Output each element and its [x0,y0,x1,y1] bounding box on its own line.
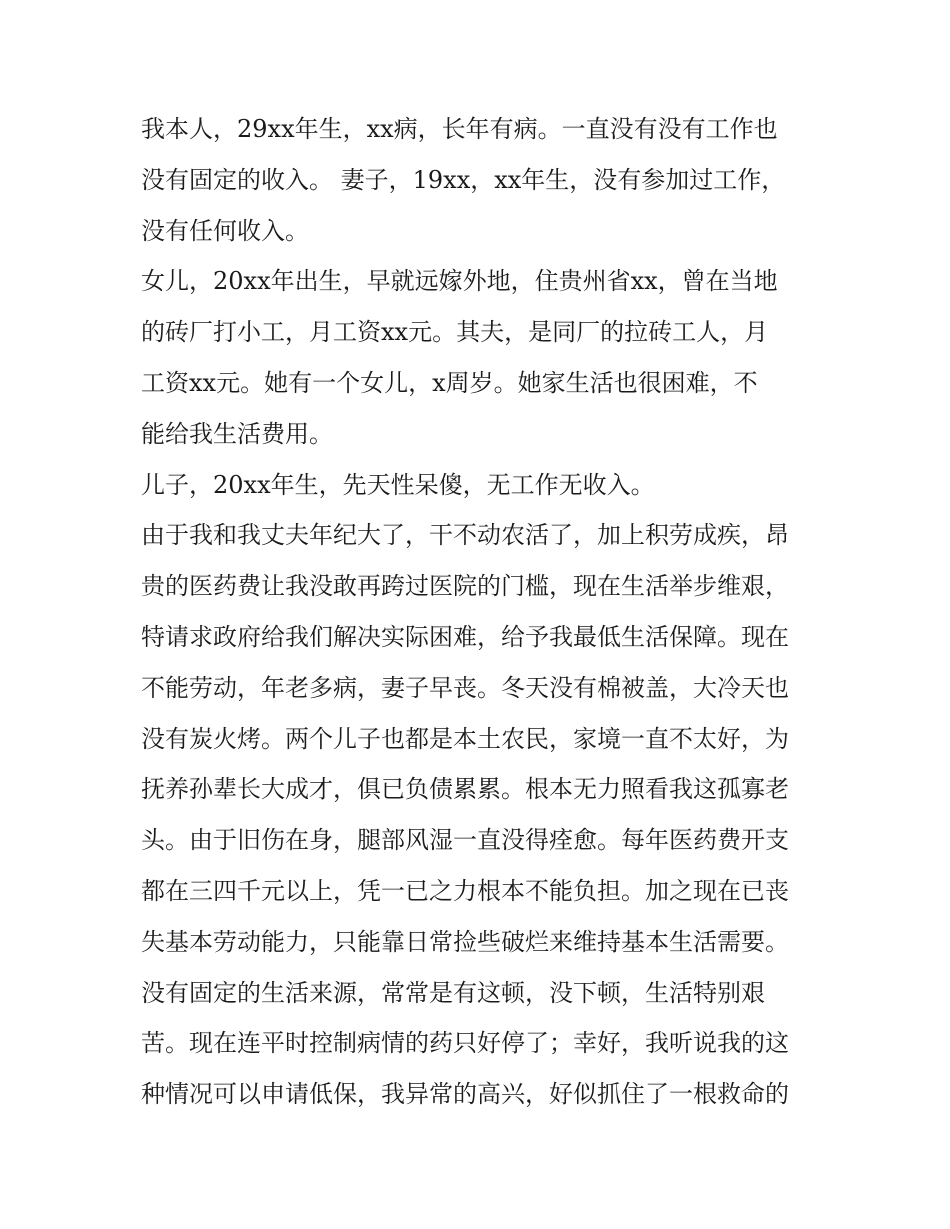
text-line: 没有任何收入。 [141,216,309,245]
text-line: 儿子，20xx年生，先天性呆傻，无工作无收入。 [141,470,655,499]
text-line: 能给我生活费用。 [141,419,333,448]
text-line: 没有固定的收入。 妻子，19xx，xx年生，没有参加过工作， [141,165,786,194]
text-line: 头。由于旧伤在身，腿部风湿一直没得痊愈。每年医药费开支 [141,826,789,855]
text-line: 不能劳动，年老多病，妻子早丧。冬天没有棉被盖，大冷天也 [141,673,789,702]
text-line: 贵的医药费让我没敢再跨过医院的门槛，现在生活举步维艰， [141,572,789,601]
text-line: 工资xx元。她有一个女儿，x周岁。她家生活也很困难，不 [141,368,758,397]
text-line: 特请求政府给我们解决实际困难，给予我最低生活保障。现在 [141,622,789,651]
text-line: 抚养孙辈长大成才，俱已负债累累。根本无力照看我这孤寡老 [141,775,789,804]
text-line: 苦。现在连平时控制病情的药只好停了；幸好，我听说我的这 [141,1029,789,1058]
text-line: 失基本劳动能力，只能靠日常捡些破烂来维持基本生活需要。 [141,927,789,956]
text-line: 由于我和我丈夫年纪大了，干不动农活了，加上积劳成疾，昂 [141,521,789,550]
text-line: 我本人，29xx年生，xx病，长年有病。一直没有没有工作也 [141,115,778,143]
text-line: 种情况可以申请低保，我异常的高兴，好似抓住了一根救命的 [141,1080,789,1109]
text-line: 没有炭火烤。两个儿子也都是本土农民，家境一直不太好，为 [141,724,789,753]
document-body [141,109,831,1125]
text-line: 都在三四千元以上，凭一已之力根本不能负担。加之现在已丧 [141,876,789,905]
text-line: 的砖厂打小工，月工资xx元。其夫，是同厂的拉砖工人，月 [141,318,769,347]
text-line: 女儿，20xx年出生，早就远嫁外地，住贵州省xx，曾在当地 [141,267,778,296]
text-line: 没有固定的生活来源，常常是有这顿，没下顿，生活特别艰 [141,978,765,1007]
